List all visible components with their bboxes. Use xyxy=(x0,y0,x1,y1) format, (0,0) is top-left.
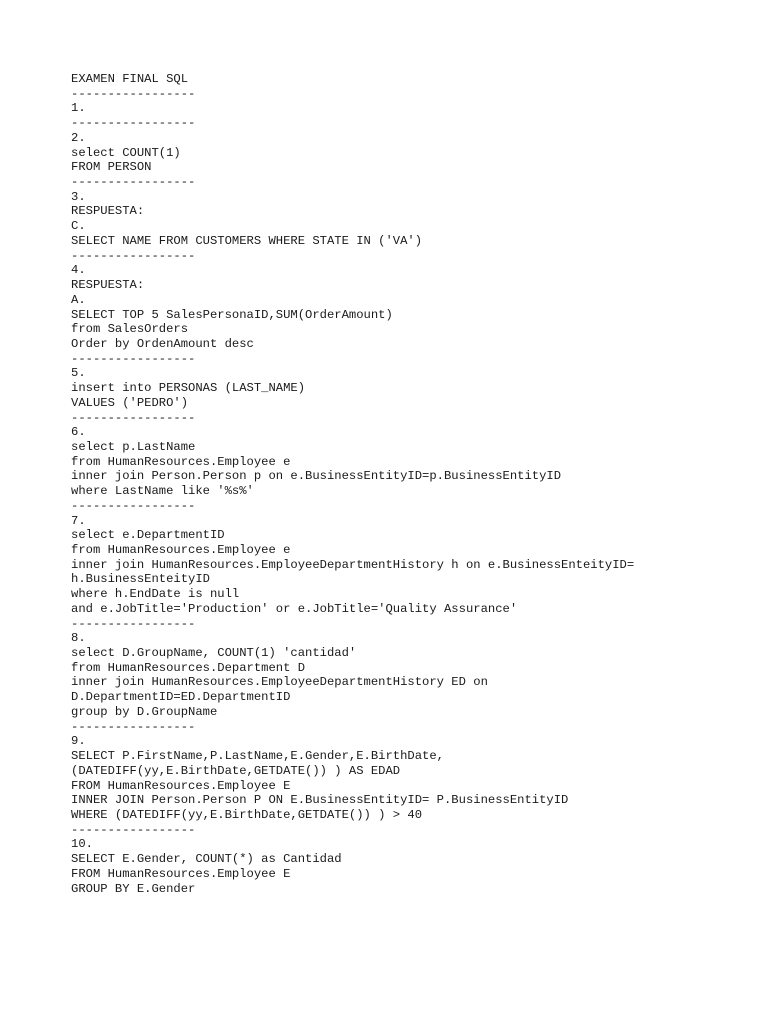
text-line: FROM PERSON xyxy=(71,160,152,175)
separator-line: ----------------- xyxy=(71,248,196,263)
text-line: VALUES ('PEDRO') xyxy=(71,395,189,410)
question-number: 9. xyxy=(71,734,86,749)
question-number: 5. xyxy=(71,366,86,381)
question-number: 10. xyxy=(71,837,93,852)
text-line: inner join HumanResources.EmployeeDepartmentHistory ED on xyxy=(71,675,488,690)
question-number: 2. xyxy=(71,130,86,145)
text-line: h.BusinessEnteityID xyxy=(71,572,210,587)
separator-line: ----------------- xyxy=(71,116,196,131)
text-line: from HumanResources.Employee e xyxy=(71,454,291,469)
text-line: select COUNT(1) xyxy=(71,145,181,160)
text-line: insert into PERSONAS (LAST_NAME) xyxy=(71,381,306,396)
text-line: RESPUESTA: xyxy=(71,204,145,219)
text-line: RESPUESTA: xyxy=(71,278,145,293)
text-line: Order by OrdenAmount desc xyxy=(71,336,254,351)
text-line: inner join HumanResources.EmployeeDepartmentHistory h on e.BusinessEnteityID= xyxy=(71,557,635,572)
text-line: D.DepartmentID=ED.DepartmentID xyxy=(71,690,291,705)
text-line: SELECT TOP 5 SalesPersonaID,SUM(OrderAmount) xyxy=(71,307,393,322)
text-line: GROUP BY E.Gender xyxy=(71,881,196,896)
text-line: SELECT P.FirstName,P.LastName,E.Gender,E.BirthDate, xyxy=(71,749,444,764)
question-number: 8. xyxy=(71,631,86,646)
text-line: SELECT E.Gender, COUNT(*) as Cantidad xyxy=(71,852,342,867)
document-text xyxy=(71,72,751,896)
question-number: 1. xyxy=(71,101,86,116)
text-line: inner join Person.Person p on e.BusinessEntityID=p.BusinessEntityID xyxy=(71,469,562,484)
text-line: FROM HumanResources.Employee E xyxy=(71,778,291,793)
document-title: EXAMEN FINAL SQL xyxy=(71,72,189,86)
text-line: select p.LastName xyxy=(71,439,196,454)
question-number: 6. xyxy=(71,425,86,440)
text-line: C. xyxy=(71,219,86,234)
separator-line: ----------------- xyxy=(71,616,196,631)
text-line: select D.GroupName, COUNT(1) 'cantidad' xyxy=(71,646,357,661)
text-line: where h.EndDate is null xyxy=(71,587,240,602)
text-line: INNER JOIN Person.Person P ON E.BusinessEntityID= P.BusinessEntityID xyxy=(71,793,569,808)
separator-line: ----------------- xyxy=(71,351,196,366)
separator-line: ----------------- xyxy=(71,498,196,513)
separator-line: ----------------- xyxy=(71,86,196,101)
text-line: group by D.GroupName xyxy=(71,704,218,719)
text-line: FROM HumanResources.Employee E xyxy=(71,866,291,881)
question-number: 7. xyxy=(71,513,86,528)
separator-line: ----------------- xyxy=(71,175,196,190)
question-number: 4. xyxy=(71,263,86,278)
text-line: where LastName like '%s%' xyxy=(71,484,254,499)
separator-line: ----------------- xyxy=(71,410,196,425)
text-line: and e.JobTitle='Production' or e.JobTitle='Quality Assurance' xyxy=(71,601,518,616)
text-line: from SalesOrders xyxy=(71,322,189,337)
text-line: from HumanResources.Department D xyxy=(71,660,306,675)
text-line: WHERE (DATEDIFF(yy,E.BirthDate,GETDATE()) ) > 40 xyxy=(71,807,423,822)
question-number: 3. xyxy=(71,189,86,204)
text-line: SELECT NAME FROM CUSTOMERS WHERE STATE IN ('VA') xyxy=(71,233,423,248)
text-line: from HumanResources.Employee e xyxy=(71,543,291,557)
text-line: select e.DepartmentID xyxy=(71,528,225,543)
separator-line: ----------------- xyxy=(71,719,196,734)
text-line: (DATEDIFF(yy,E.BirthDate,GETDATE()) ) AS EDAD xyxy=(71,763,401,778)
separator-line: ----------------- xyxy=(71,822,196,837)
text-line: A. xyxy=(71,292,86,307)
